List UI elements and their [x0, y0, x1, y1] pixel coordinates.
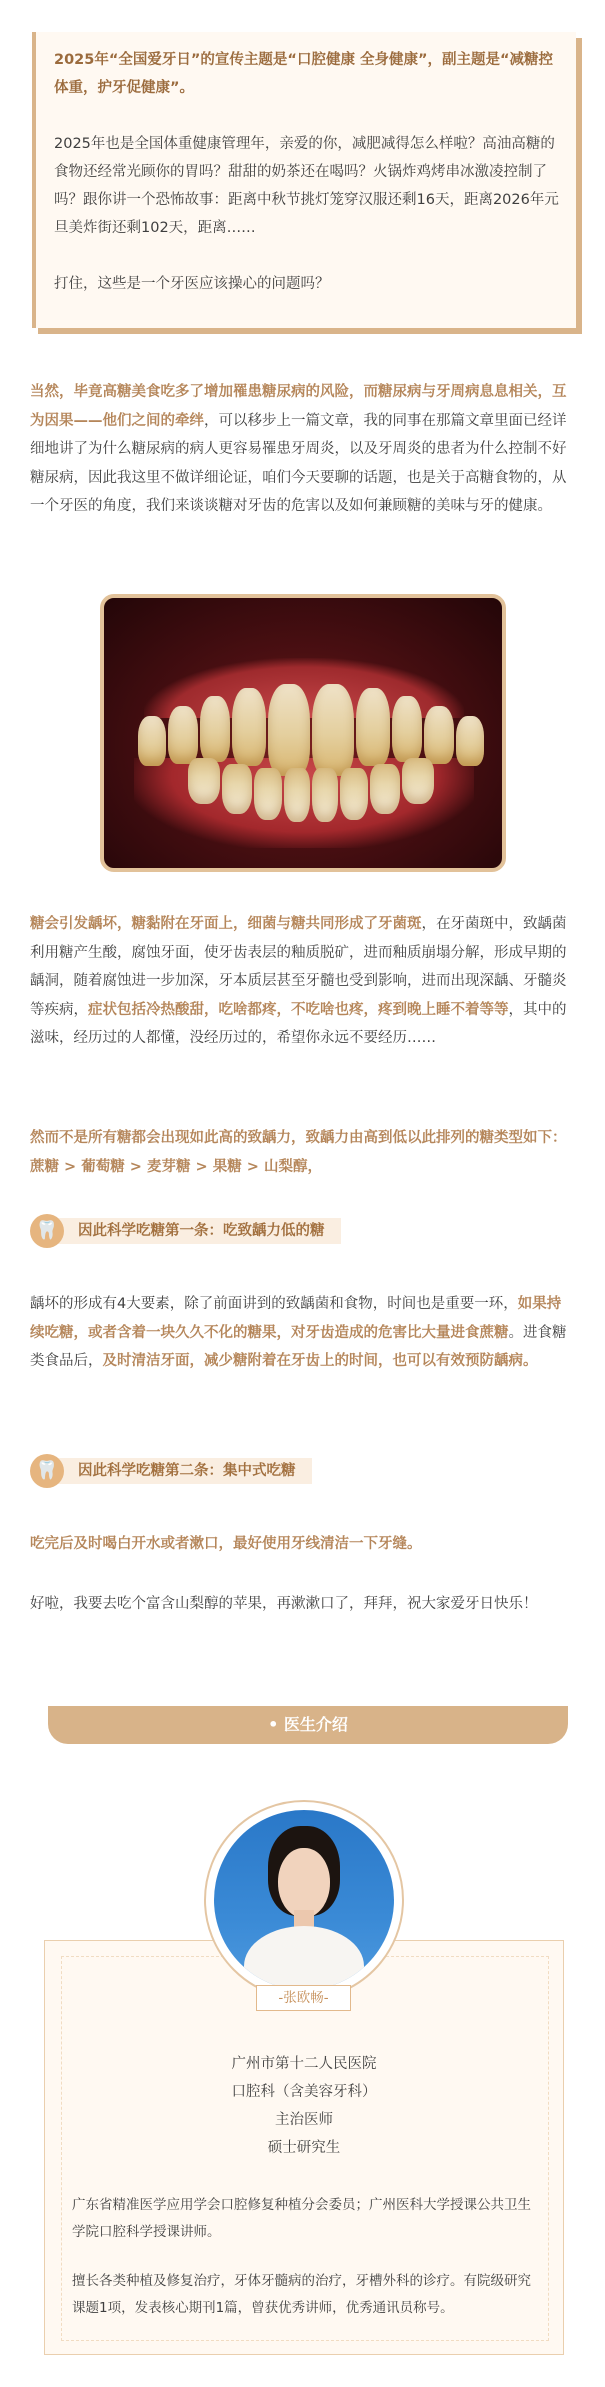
tooth	[138, 716, 166, 766]
tooth	[312, 684, 354, 776]
paragraph-rinse	[30, 1530, 575, 1559]
doctor-degree: 硕士研究生	[267, 2140, 341, 2156]
paragraph-closing	[30, 1590, 575, 1619]
intro-lead: 2025年“全国爱牙日”的宣传主题是“口腔健康 全身健康”，副主题是“减糖控体重，护牙促健康”。	[54, 52, 554, 96]
rule-one-label: 因此科学吃糖第一条：吃致龋力低的糖	[58, 1218, 341, 1244]
tooth	[424, 706, 454, 764]
paragraph-caries	[30, 910, 575, 1053]
paragraph-highlight: 然而不是所有糖都会出现如此高的致龋力，致龋力由高到低以此排列的糖类型如下：蔗糖 > 葡萄糖 > 麦芽糖 > 果糖 > 山梨醇，	[30, 1130, 567, 1175]
intro-box	[32, 32, 576, 328]
tooth	[268, 684, 310, 776]
doctor-avatar	[214, 1810, 394, 1990]
doctor-memberships: 广东省精准医学应用学会口腔修复种植分会委员；广州医科大学授课公共卫生学院口腔科学授课讲师。	[72, 2197, 531, 2240]
tooth	[200, 696, 230, 762]
tooth	[312, 768, 338, 822]
tooth	[356, 688, 390, 766]
paragraph-highlight: 吃完后及时喝白开水或者漱口，最好使用牙线清洁一下牙缝。	[30, 1536, 422, 1552]
tooth	[188, 758, 220, 804]
tooth	[284, 768, 310, 822]
doctor-intro-banner: • 医生介绍	[48, 1706, 568, 1744]
paragraph-text: ，可以移步上一篇文章，我的同事在那篇文章里面已经详细地讲了为什么糖尿病的病人更容易罹患牙周炎，以及牙周炎的患者为什么控制不好糖尿病，因此我这里不做详细论证，咱们今天要聊的话题，也是关于高糖食物的，从一个牙医的角度，我们来谈谈糖对牙齿的危害以及如何兼顾糖的美味与牙的健康。	[30, 412, 567, 514]
paragraph-text: ，在牙菌斑中，致龋菌利用糖产生酸，腐蚀牙面，使牙齿表层的釉质脱矿，进而釉质崩塌分解，形成早期的龋洞，随着腐蚀进一步加深，牙本质层甚至牙髓也受到影响，进而出现深龋、牙髓炎等疾病，	[30, 916, 567, 1018]
paragraph-timing	[30, 1290, 575, 1376]
intro-paragraph: 2025年也是全国体重健康管理年，亲爱的你，减肥减得怎么样啦？高油高糖的食物还经常光顾你的胃吗？甜甜的奶茶还在喝吗？火锅炸鸡烤串冰激凌控制了吗？跟你讲一个恐怖故事：距离中秋节挑灯笼穿汉服还剩16天，距离2026年元旦美炸街还剩102天，距离……	[54, 136, 559, 236]
paragraph-highlight: 糖会引发龋坏，糖黏附在牙面上，细菌与糖共同形成了牙菌斑	[30, 916, 422, 932]
paragraph-sugar-ranking	[30, 1124, 575, 1181]
tooth	[168, 706, 198, 764]
intro-question: 打住，这些是一个牙医应该操心的问题吗？	[54, 276, 330, 292]
tooth	[370, 764, 400, 814]
paragraph-text: 。进食糖类食品后，	[30, 1324, 567, 1369]
doctor-department: 口腔科（含美容牙科）	[231, 2084, 377, 2100]
paragraph-highlight: 当然，毕竟高糖美食吃多了增加罹患糖尿病的风险，而糖尿病与牙周病息息相关，互为因果——他们之间的牵绊	[30, 384, 567, 429]
avatar-face	[278, 1848, 330, 1918]
tooth-icon: 🦷	[30, 1454, 64, 1488]
tooth	[340, 768, 368, 820]
paragraph-highlight: 如果持续吃糖，或者含着一块久久不化的糖果，对牙齿造成的危害比大量进食蔗糖	[30, 1296, 562, 1341]
tooth	[402, 758, 434, 804]
rule-one-tag	[30, 1216, 341, 1246]
tooth	[456, 716, 484, 766]
tooth	[222, 764, 252, 814]
paragraph-text: ，其中的滋味，经历过的人都懂，没经历过的，希望你永远不要经历……	[30, 1001, 567, 1046]
tooth	[232, 688, 266, 766]
tooth	[392, 696, 422, 762]
paragraph-highlight: 及时清洁牙面，减少糖附着在牙齿上的时间，也可以有效预防龋病。	[102, 1353, 538, 1369]
teeth-photo	[100, 594, 506, 872]
paragraph-text: 好啦，我要去吃个富含山梨醇的苹果，再漱漱口了，拜拜，祝大家爱牙日快乐！	[30, 1596, 538, 1612]
doctor-hospital: 广州市第十二人民医院	[231, 2056, 377, 2072]
rule-two-tag	[30, 1456, 312, 1486]
tooth	[254, 768, 282, 820]
doctor-expertise: 擅长各类种植及修复治疗，牙体牙髓病的治疗，牙槽外科的诊疗。有院级研究课题1项，发表核心期刊1篇，曾获优秀讲师，优秀通讯员称号。	[72, 2273, 531, 2316]
tooth-icon: 🦷	[30, 1214, 64, 1248]
avatar-body	[244, 1926, 364, 1990]
rule-two-label: 因此科学吃糖第二条：集中式吃糖	[58, 1458, 312, 1484]
paragraph-highlight: 症状包括冷热酸甜，吃啥都疼，不吃啥也疼，疼到晚上睡不着等等	[88, 1001, 509, 1018]
doctor-name: -张欧畅-	[256, 1985, 351, 2011]
paragraph-text: 龋坏的形成有4大要素，除了前面讲到的致龋菌和食物，时间也是重要一环，	[30, 1296, 518, 1312]
doctor-title: 主治医师	[275, 2112, 333, 2128]
paragraph-diabetes	[30, 378, 575, 521]
